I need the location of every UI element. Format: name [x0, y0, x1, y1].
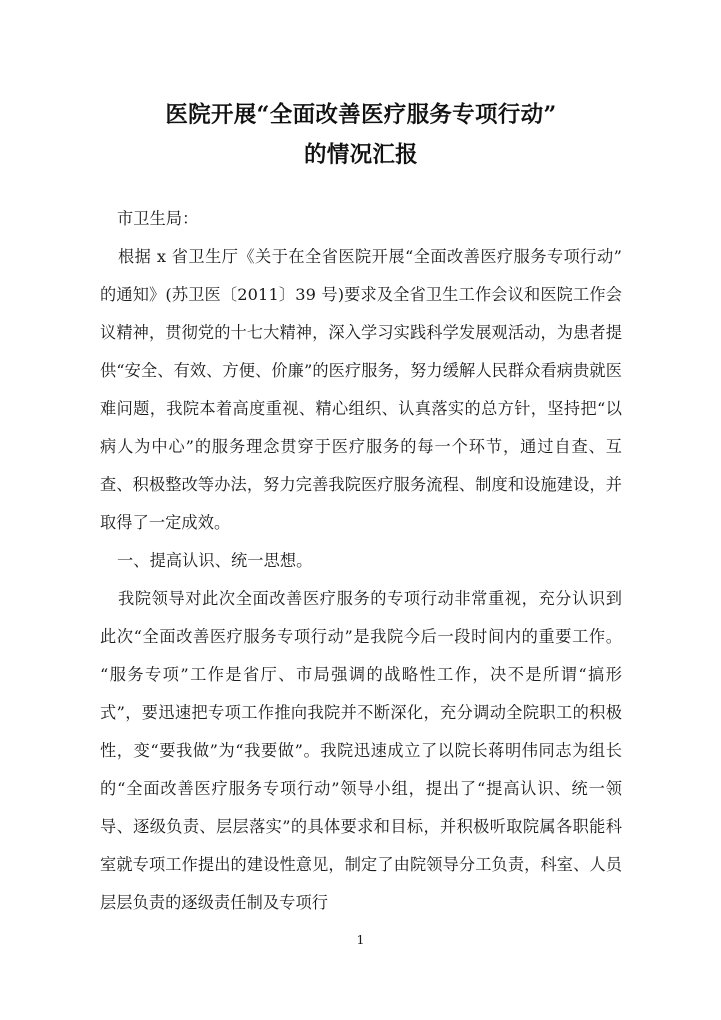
paragraph-intro: 根据 x 省卫生厅《关于在全省医院开展“全面改善医疗服务专项行动”的通知》(苏卫医〔2011〕39 号)要求及全省卫生工作会议和医院工作会议精神，贯彻党的十七大精神，深入学习实践科学发展观活动，为患者提供“安全、有效、方便、价廉”的医疗服务，努力缓解人民群众看病贵就医难问题，我院本着高度重视、精心组织、认真落实的总方针，坚持把“以病人为中心”的服务理念贯穿于医疗服务的每一个环节，通过自查、互查、积极整改等办法，努力完善我院医疗服务流程、制度和设施建设，并取得了一定成效。	[100, 247, 622, 532]
document-body	[100, 200, 622, 922]
page-title-line-1: 医院开展“全面改善医疗服务专项行动”	[165, 102, 557, 129]
page-title	[100, 95, 622, 175]
paragraph-section-1-body: 我院领导对此次全面改善医疗服务的专项行动非常重视，充分认识到此次“全面改善医疗服务专项行动”是我院今后一段时间内的重要工作。“服务专项”工作是省厅、市局强调的战略性工作，决不是所谓“搞形式”，要迅速把专项工作推向我院并不断深化，充分调动全院职工的积极性，变“要我做”为“我要做”。我院迅速成立了以院长蒋明伟同志为组长的“全面改善医疗服务专项行动”领导小组，提出了“提高认识、统一领导、逐级负责、层层落实”的具体要求和目标，并积极听取院属各职能科室就专项工作提出的建设性意见，制定了由院领导分工负责，科室、人员层层负责的逐级责任制及专项行	[100, 589, 622, 912]
paragraph-salutation: 市卫生局：	[117, 209, 199, 228]
page-number: 1	[356, 932, 365, 947]
page-title-line-2: 的情况汇报	[303, 142, 418, 169]
paragraph-section-1-heading: 一、提高认识、统一思想。	[117, 551, 313, 570]
